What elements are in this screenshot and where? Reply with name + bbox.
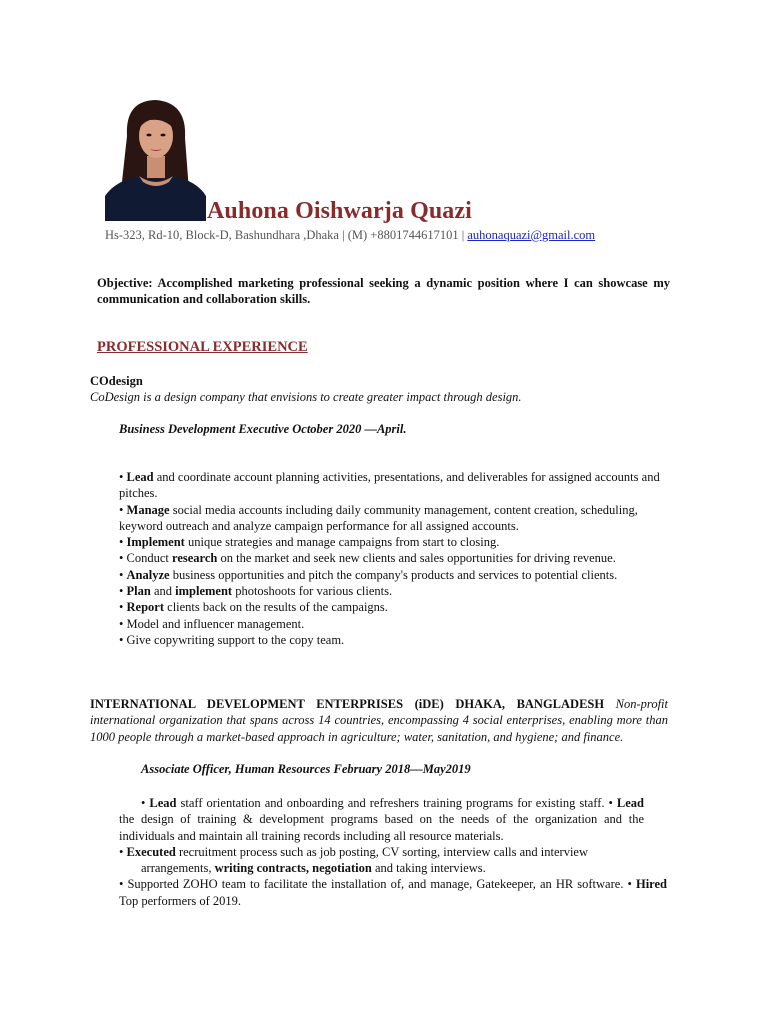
list-item-continuation: Top performers of 2019.	[119, 893, 242, 908]
company-name-codesign: COdesign	[90, 374, 143, 388]
list-item: • Executed recruitment process such as job posting, CV sorting, interview calls and interview	[119, 844, 589, 859]
list-item: • Manage social media accounts including daily community management, content creation, scheduling,	[119, 502, 638, 517]
contact-line	[105, 228, 595, 243]
company-block-ide	[90, 696, 668, 745]
email-link[interactable]: auhonaquazi@gmail.com	[467, 228, 596, 242]
list-item-continuation: pitches.	[119, 486, 158, 501]
list-item: • Analyze business opportunities and pitch the company's products and services to potential clients.	[119, 567, 618, 582]
list-item-continuation: keyword outreach and analyze campaign performance for all assigned accounts.	[119, 518, 519, 533]
profile-photo	[105, 96, 206, 221]
list-item: • Lead staff orientation and onboarding and refreshers training programs for existing staff. • Lead	[141, 796, 644, 810]
company-description-ide-line3: 1000 people through a market-based approach in agriculture; water, sanitation, and hygiene; and finance.	[90, 729, 624, 744]
list-item: • Supported ZOHO team to facilitate the installation of, and manage, Gatekeeper, an HR software. • Hired	[119, 877, 667, 892]
job2-responsibilities	[119, 795, 667, 909]
list-item: • Implement unique strategies and manage campaigns from start to closing.	[119, 535, 500, 550]
job-title-codesign: Business Development Executive October 2020 —April.	[119, 422, 407, 436]
bullet-list	[119, 469, 671, 648]
list-item: • Conduct research on the market and seek new clients and sales opportunities for driving revenue.	[119, 551, 616, 566]
company-name-ide: INTERNATIONAL DEVELOPMENT ENTERPRISES (iDE) DHAKA, BANGLADESH	[90, 697, 605, 711]
list-item: • Plan and implement photoshoots for various clients.	[119, 584, 393, 599]
objective-statement: Objective: Accomplished marketing professional seeking a dynamic position where I can showcase my communication and collaboration skills.	[97, 276, 670, 306]
list-item-continuation: arrangements, writing contracts, negotiation and taking interviews.	[141, 861, 486, 876]
candidate-name: Auhona Oishwarja Quazi	[207, 198, 472, 224]
list-item-continuation: the design of training & development programs based on the needs of the organization and the	[119, 812, 644, 827]
job-title-ide: Associate Officer, Human Resources February 2018—May2019	[141, 762, 471, 776]
contact-details: Hs-323, Rd-10, Block-D, Bashundhara ,Dhaka | (M) +8801744617101 |	[105, 228, 468, 242]
list-item-continuation: individuals and maintain all training records including all resource materials.	[119, 828, 504, 843]
job1-responsibilities	[119, 469, 671, 648]
list-item: • Lead and coordinate account planning activities, presentations, and deliverables for assigned accounts and	[119, 470, 660, 484]
company-description-ide-line2: international organization that spans across 14 countries, encompassing 4 social enterprises, enabling more than	[90, 713, 668, 728]
company-description-ide-start: Non-profit	[615, 697, 668, 711]
list-item: • Give copywriting support to the copy team.	[119, 632, 345, 647]
list-item: • Model and influencer management.	[119, 616, 305, 631]
list-item: • Report clients back on the results of the campaigns.	[119, 600, 388, 615]
section-title-experience: PROFESSIONAL EXPERIENCE	[97, 339, 308, 355]
company-description-codesign: CoDesign is a design company that envisions to create greater impact through design.	[90, 390, 522, 404]
